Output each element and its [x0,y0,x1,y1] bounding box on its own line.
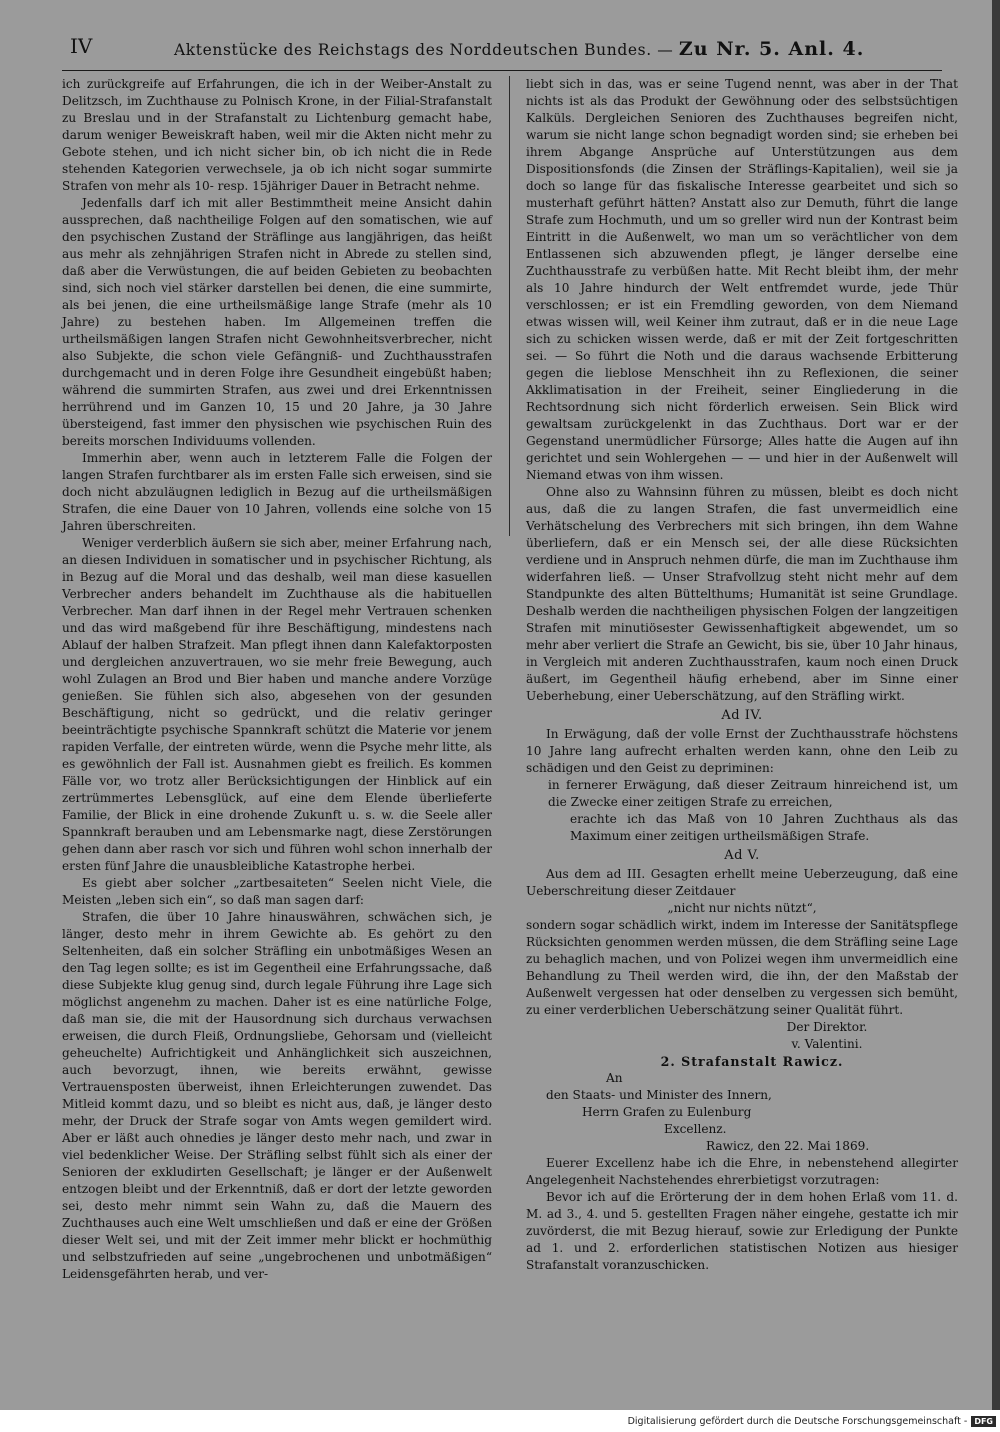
right-column [526,76,958,1272]
dateline: Rawicz, den 22. Mai 1869. [706,1139,870,1153]
address-line: den Staats- und Minister des Innern, [546,1088,772,1102]
left-column [62,76,492,1336]
paragraph: In Erwägung, daß der volle Ernst der Zuchthausstrafe höchstens 10 Jahre lang aufrecht erhalten werden kann, ohne den Leib zu schädigen und den Geist zu depriminen: [526,727,958,775]
paragraph: in fernerer Erwägung, daß dieser Zeitraum hinreichend ist, um die Zwecke einer zeitigen Strafe zu erreichen, [548,778,958,809]
footer-text: Digitalisierung gefördert durch die Deutsche Forschungsgemeinschaft - [627,1416,968,1427]
page-number: IV [70,34,93,58]
signature-title: Der Direktor. [786,1020,868,1034]
address-line: An [606,1071,623,1085]
paragraph: Euerer Excellenz habe ich die Ehre, in nebenstehend allegirter Angelegenheit Nachstehendes ehrerbietigst vorzutragen: [526,1156,958,1187]
paragraph: Strafen, die über 10 Jahre hinauswähren, schwächen sich, je länger, desto mehr in ihrem Gewichte ab. Es gehört zu den Seltenheiten, daß ein solcher Sträfling ein unbotmäßiges Wesen an den Tag legen sollte; es ist im Gegentheil eine Erfahrungssache, daß diese Subjekte klug genug sind, durch legale Führung ihre Lage sich möglichst angenehm zu machen. Daher ist es eine natürliche Folge, daß man sie, die mit der Hausordnung sich durchaus verwachsen erweisen, die durch Fleiß, Ordnungsliebe, Gehorsam und (vielleicht geheuchelte) Aufrichtigkeit und Anhänglichkeit sich auszeichnen, auch bevorzugt, ihnen, wie bereits erwähnt, gewisse Vertrauensposten überweist, ihnen Erleichterungen zuwendet. Das Mitleid kommt dazu, und so bleibt es nicht aus, daß, je länger desto mehr, der Druck der Strafe sogar von Amts wegen gemildert wird. Aber er läßt auch ohnedies je länger desto mehr nach, und zwar in viel bedenklicher Weise. Der Sträfling selbst fühlt sich als einer der Senioren der exkludirten Gesellschaft; je länger er der Außenwelt entzogen bleibt und der Erkenntniß, daß er dort der letzte geworden sei, desto mehr nimmt sein Wahn zu, daß die Mauern des Zuchthauses auch eine Welt umschließen und daß er eine der Größen dieser Welt sei, und mit der Zeit immer mehr blickt er hochmüthig und selbstzufrieden auf seine „ungebrochenen und unbotmäßigen“ Leidensgefährten herab, und ver- [62,910,492,1281]
section-heading-ad-v: Ad V. [724,848,760,863]
digitization-footer [560,1416,1000,1432]
paragraph: erachte ich das Maß von 10 Jahren Zuchthaus als das Maximum einer zeitigen urtheilsmäßigen Strafe. [570,812,958,843]
address-line: Excellenz. [664,1122,727,1136]
signature-name: v. Valentini. [791,1037,863,1051]
paragraph: Es giebt aber solcher „zartbesaiteten“ Seelen nicht Viele, die Meisten „leben sich ein“, so daß man sagen darf: [62,876,492,907]
dfg-logo: DFG [971,1416,996,1427]
paragraph: Ohne also zu Wahnsinn führen zu müssen, bleibt es doch nicht aus, daß die zu langen Strafen, die fast unvermeidlich eine Verhätschelung des Verbrechers mit sich bringen, ihn dem Wahne überliefern, daß er ein Mensch sei, der alle diese Rücksichten verdiene und in Anspruch nehmen dürfe, die man im Zuchthause ihm widerfahren ließ. — Unser Strafvollzug steht nicht mehr auf dem Standpunkte des alten Büttelthums; Humanität ist seine Grundlage. Deshalb werden die nachtheiligen physischen Folgen der langzeitigen Strafen mit minutiösester Gewissenhaftigkeit abgewendet, um so mehr aber verliert die Strafe an Gewicht, bis sie, über 10 Jahr hinaus, in Vergleich mit anderen Zuchthausstrafen, kaum noch einen Druck äußert, im Gegentheil häufig erhebend, aber im Sinne einer Ueberhebung, einer Ueberschätzung, auf den Sträfling wirkt. [526,485,958,703]
running-title-text: Aktenstücke des Reichstags des Norddeutschen Bundes. — [174,41,674,59]
paragraph: ich zurückgreife auf Erfahrungen, die ich in der Weiber-Anstalt zu Delitzsch, im Zuchthause zu Polnisch Krone, in der Filial-Strafanstalt zu Breslau und in der Strafanstalt zu Lichtenburg gemacht habe, darum weniger Beweiskraft haben, weil mir die Akten nicht mehr zu Gebote stehen, und ich nicht sicher bin, ob ich nicht die in Rede stehenden Kategorien verwechsele, ja ob ich nicht sogar summirte Strafen von mehr als 10- resp. 15jähriger Dauer in Betracht nehme. [62,77,492,193]
address-line: Herrn Grafen zu Eulenburg [582,1105,752,1119]
paragraph: sondern sogar schädlich wirkt, indem im Interesse der Sanitätspflege Rücksichten genommen werden müssen, die dem Sträfling seine Lage zu behaglich machen, und von Polizei wegen ihm unvermeidlich eine Behandlung zu Theil werden wird, die ihn, der den Maßstab der Außenwelt vergessen hat oder denselben zu vergessen sich bemüht, zu einer verderblichen Ueberschätzung seiner Qualität führt. [526,918,958,1017]
quote-line: „nicht nur nichts nützt“, [667,901,817,915]
scan-edge [992,0,1000,1410]
page-header [62,30,942,71]
running-title-ref: Zu Nr. 5. Anl. 4. [678,38,865,60]
paragraph: Weniger verderblich äußern sie sich aber, meiner Erfahrung nach, an diesen Individuen in somatischer und in psychischer Richtung, als in Bezug auf die Moral und das deshalb, weil man diese kasuellen Verbrecher anders behandelt im Zuchthause als die habituellen Verbrecher. Man darf ihnen in der Regel mehr Vertrauen schenken und das wird maßgebend für ihre Beschäftigung, mindestens nach Ablauf der halben Strafzeit. Man pflegt ihnen dann Kalefaktorposten und dergleichen anzuvertrauen, wo sie mehr freie Bewegung, auch wohl Zulagen an Brod und Bier haben und manche andere Vorzüge genießen. Sie fühlen sich also, abgesehen von der gesunden Beschäftigung, nicht so gedrückt, und die relativ geringer beeinträchtigte psychische Spannkraft schützt die Materie vor jenem rapiden Verfalle, der eintreten würde, wenn die Psyche mehr litte, als es gewöhnlich der Fall ist. Ausnahmen giebt es freilich. Es kommen Fälle vor, wo trotz aller Berücksichtigungen der Hinblick auf ein zertrümmertes Lebensglück, auf eine dem Elende überlieferte Familie, der Blick in eine drohende Zukunft u. s. w. die Seele aller Spannkraft berauben und am Lebensmarke nagt, diese Zerstörungen gehen dann aber rasch vor sich und führen wohl schon innerhalb der ersten fünf Jahre die unausbleibliche Katastrophe herbei. [62,536,492,873]
running-title [174,38,864,60]
paragraph: Immerhin aber, wenn auch in letzterem Falle die Folgen der langen Strafen furchtbarer als im ersten Falle sich erweisen, sind sie doch nicht abzuläugnen lediglich in Bezug auf die urtheilsmäßigen Strafen, die eine Dauer von 10 Jahren, vollends eine solche von 15 Jahren überschreiten. [62,451,492,533]
paragraph: Bevor ich auf die Erörterung der in dem hohen Erlaß vom 11. d. M. ad 3., 4. und 5. gestellten Fragen näher eingehe, gestatte ich mir zuvörderst, die mit Bezug hierauf, sowie zur Erledigung der Punkte ad 1. und 2. erforderlichen statistischen Notizen aus hiesiger Strafanstalt voranzuschicken. [526,1190,958,1272]
section-heading-ad-iv: Ad IV. [721,708,763,723]
column-divider [509,76,510,536]
section-title: 2. Strafanstalt Rawicz. [660,1054,844,1069]
paragraph: liebt sich in das, was er seine Tugend nennt, was aber in der That nichts ist als das Produkt der Gewöhnung oder des selbstsüchtigen Kalküls. Dergleichen Senioren des Zuchthauses begreifen nicht, warum sie nicht lange schon begnadigt worden sind; sie erheben bei ihrem Abgange Ansprüche auf Unterstützungen aus dem Dispositionsfonds (die Zinsen der Sträflings-Kapitalien), weil sie ja doch so lange für das fiskalische Interesse gearbeitet und sich so musterhaft geführt hätten? Anstatt also zur Demuth, führt die lange Strafe zum Hochmuth, und um so greller wird nun der Kontrast beim Eintritt in die Außenwelt, wo man um so verächtlicher von dem Entlassenen sich abzuwenden pflegt, je länger derselbe eine Zuchthausstrafe zu verbüßen hatte. Mit Recht bleibt ihm, der mehr als 10 Jahre hindurch der Welt entfremdet wurde, jede Thür verschlossen; er ist ein Fremdling geworden, von dem Niemand etwas wissen will, weil Keiner ihm zutraut, daß er in die neue Lage sich zu schicken wissen werde, daß er mit der Zeit fortgeschritten sei. — So führt die Noth und die daraus wachsende Erbitterung gegen die lieblose Menschheit ihn zu Reflexionen, die seiner Akklimatisation in der Freiheit, seiner Eingliederung in die Rechtsordnung sich nicht förderlich erweisen. Sein Blick wird gewaltsam zurückgelenkt in das Zuchthaus. Dort war er der Gegenstand unermüdlicher Fürsorge; Alles hatte die Augen auf ihn gerichtet und sein Wohlergehen — — und hier in der Außenwelt will Niemand etwas von ihm wissen. [526,77,958,482]
paragraph: Aus dem ad III. Gesagten erhellt meine Ueberzeugung, daß eine Ueberschreitung dieser Zeitdauer [526,867,958,898]
paragraph: Jedenfalls darf ich mit aller Bestimmtheit meine Ansicht dahin aussprechen, daß nachtheilige Folgen auf den somatischen, wie auf den psychischen Zustand der Sträflinge aus langjährigen, das heißt aus mehr als zehnjährigen Strafen nicht in Abrede zu stellen sind, daß aber die Verwüstungen, die auf beiden Gebieten zu beobachten sind, sich noch viel stärker darstellen bei denen, die eine summirte, als bei jenen, die eine urtheilsmäßige lange Strafe (mehr als 10 Jahre) zu bestehen haben. Im Allgemeinen treffen die urtheilsmäßigen langen Strafen nicht Gewohnheitsverbrecher, nicht also Subjekte, die schon viele Gefängniß- und Zuchthausstrafen durchgemacht und in deren Folge ihre Gesundheit eingebüßt haben; während die summirten Strafen, aus zwei und drei Erkenntnissen herrührend und im Ganzen 10, 15 und 20 Jahre, ja 30 Jahre übersteigend, fast immer den physischen wie psychischen Ruin des bereits morschen Individuums vollenden. [62,196,492,448]
